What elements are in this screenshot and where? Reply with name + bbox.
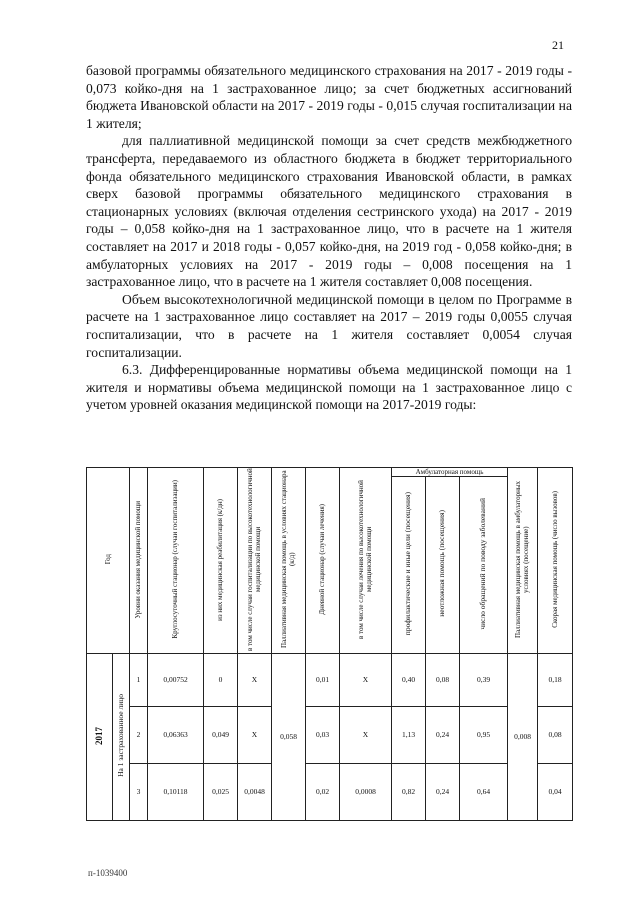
cell-level: 2 [130,707,148,764]
header-emergency: Скорая медицинская помощь (число вызовов) [538,468,573,654]
cell-preventive: 0,40 [392,654,426,707]
cell-rehab: 0,049 [204,707,238,764]
cell-day-high-tech: Х [340,654,392,707]
cell-level: 1 [130,654,148,707]
header-day-stationary: Дневной стационар (случаи лечения) [306,468,340,654]
table-row [87,707,573,764]
paragraph-2: для паллиативной медицинской помощи за счет средств межбюджетного трансферта, передаваемого из областного бюджета в бюджет территориального фонда обязательного медицинского страхования Ивановской области, в рамках сверх базовой программы обязательного медицинского страхования в стационарных условиях (включая отделения сестринского ухода) на 2017 - 2019 годы – 0,058 койко-дня на 1 застрахованное лицо, что в расчете на 1 жителя составляет на 2017 и 2018 годы - 0,057 койко-дня, на 2019 год - 0,058 койко-дня; в амбулаторных условиях на 2017 - 2019 годы – 0,008 посещения на 1 застрахованное лицо, что в расчете на 1 жителя составляет 0,008 посещения. [86,133,572,290]
cell-rehab: 0 [204,654,238,707]
header-rehab: из них медицинская реабилитация (к/дн) [204,468,238,654]
cell-round-clock: 0,10118 [148,764,204,821]
header-high-tech: в том числе случаи госпитализации по высокотехнологичной медицинской помощи [238,468,272,654]
cell-level: 3 [130,764,148,821]
document-body [86,62,572,414]
cell-palliative-ambulatory: 0,008 [508,654,538,821]
cell-round-clock: 0,00752 [148,654,204,707]
paragraph-3: Объем высокотехнологичной медицинской помощи в целом по Программе в расчете на 1 застрахованное лицо составляет на 2017 – 2019 годы 0,0055 случая госпитализации, что в расчете на 1 жителя составляет 0,0054 случая госпитализации. [86,291,572,360]
paragraph-1: базовой программы обязательного медицинского страхования на 2017 - 2019 годы - 0,073 койко-дня на 1 застрахованное лицо; за счет бюджетных ассигнований бюджета Ивановской области на 2017 - 2019 годы - 0,015 случая госпитализации на 1 жителя; [86,63,572,131]
cell-palliative-stationary: 0,058 [272,654,306,821]
cell-high-tech: Х [238,707,272,764]
cell-preventive: 0,82 [392,764,426,821]
cell-urgent: 0,24 [426,764,460,821]
header-ambulatory-group: Амбулаторная помощь [392,468,508,477]
cell-day-high-tech: 0,0008 [340,764,392,821]
cell-emergency: 0,04 [538,764,573,821]
header-palliative-ambulatory: Паллиативная медицинская помощь в амбулаторных условиях (посещение) [508,468,538,654]
table-row [87,654,573,707]
cell-day-stationary: 0,01 [306,654,340,707]
cell-disease: 0,39 [460,654,508,707]
cell-urgent: 0,24 [426,707,460,764]
header-disease: число обращений по поводу заболеваний [460,477,508,654]
header-preventive: профилактические и иные цели (посещения) [392,477,426,654]
document-code: п-1039400 [88,868,128,878]
cell-rehab: 0,025 [204,764,238,821]
cell-disease: 0,64 [460,764,508,821]
cell-day-high-tech: Х [340,707,392,764]
header-level: Уровни оказания медицинской помощи [130,468,148,654]
header-palliative-stationary: Паллиативная медицинская помощь в условиях стационара (к/д) [272,468,306,654]
table-row [87,764,573,821]
header-year: Год [87,468,130,654]
volume-norms-table [86,467,573,821]
per-insured-cell: На 1 застрахованное лицо [113,654,130,821]
cell-high-tech: Х [238,654,272,707]
page-number: 21 [552,38,564,52]
section-heading-6-3: 6.3. Дифференцированные нормативы объема медицинской помощи на 1 жителя и нормативы объема медицинской помощи на 1 застрахованное лицо с учетом уровней оказания медицинской помощи на 2017-2019 годы: [86,362,572,413]
cell-preventive: 1,13 [392,707,426,764]
header-urgent: неотложная помощь (посещения) [426,477,460,654]
cell-disease: 0,95 [460,707,508,764]
cell-high-tech: 0,0048 [238,764,272,821]
cell-emergency: 0,08 [538,707,573,764]
cell-day-stationary: 0,02 [306,764,340,821]
header-day-high-tech: в том числе случаи лечения по высокотехнологичной медицинской помощи [340,468,392,654]
header-round-clock: Круглосуточный стационар (случаи госпитализации) [148,468,204,654]
cell-round-clock: 0,06363 [148,707,204,764]
cell-emergency: 0,18 [538,654,573,707]
cell-day-stationary: 0,03 [306,707,340,764]
year-cell: 2017 [87,654,113,821]
cell-urgent: 0,08 [426,654,460,707]
